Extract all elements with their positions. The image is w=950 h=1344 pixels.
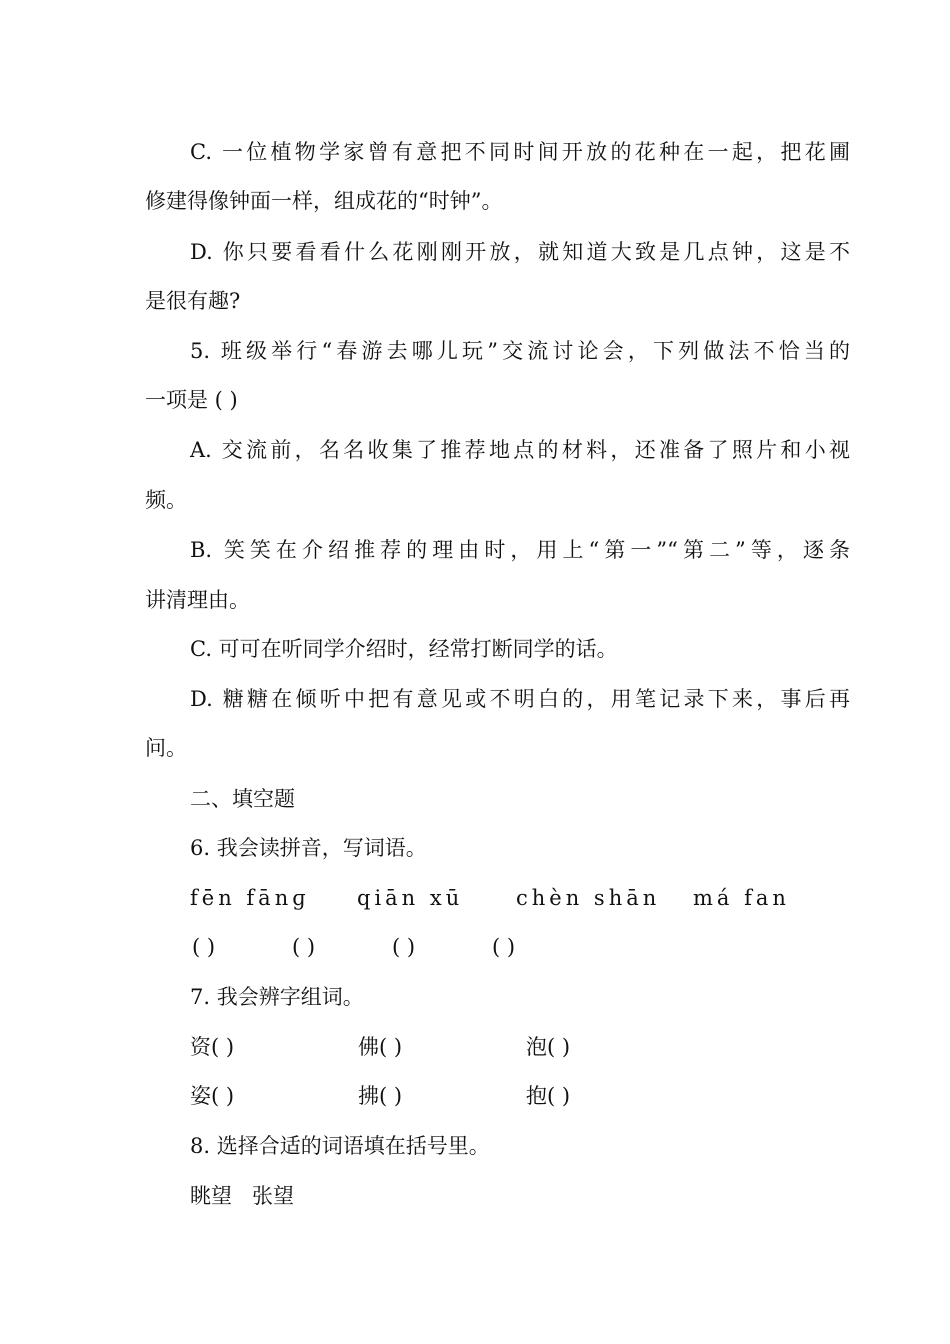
q7-row-1	[0, 1033, 950, 1061]
q7-row-2	[0, 1082, 950, 1110]
answer-blank[interactable]: ( )	[492, 935, 516, 959]
q5-option-d-line1: D. 糖糖在倾听中把有意见或不明白的，用笔记录下来，事后再	[190, 687, 850, 711]
q8-stem: 8. 选择合适的词语填在括号里。	[190, 1134, 490, 1158]
pinyin-fen-fang: fēn fānɡ	[190, 886, 310, 910]
answer-blank[interactable]: ( )	[292, 935, 316, 959]
q6-pinyin-row	[0, 884, 950, 912]
char-blank-zi[interactable]: 资( )	[190, 1035, 235, 1059]
pinyin-chen-shan: chèn shān	[516, 886, 661, 910]
q4-option-c-line1: C. 一位植物学家曾有意把不同时间开放的花种在一起，把花圃	[190, 140, 850, 164]
answer-blank[interactable]: ( )	[392, 935, 416, 959]
q8-word-choices: 眺望 张望	[190, 1184, 295, 1208]
char-blank-zi2[interactable]: 姿( )	[190, 1084, 235, 1108]
pinyin-qian-xu: qiān xū	[357, 886, 464, 910]
q5-option-a-line1: A. 交流前，名名收集了推荐地点的材料，还准备了照片和小视	[190, 438, 850, 462]
q5-option-b-line2: 讲清理由。	[145, 588, 250, 612]
section-title: 二、填空题	[190, 787, 295, 811]
char-blank-pao[interactable]: 泡( )	[526, 1035, 571, 1059]
q4-option-c-line2: 修建得像钟面一样，组成花的“时钟”。	[145, 189, 503, 213]
q6-stem: 6. 我会读拼音，写词语。	[190, 836, 427, 860]
char-blank-bao[interactable]: 抱( )	[526, 1084, 571, 1108]
q4-option-d-line2: 是很有趣?	[145, 289, 241, 313]
q6-blank-row	[0, 933, 950, 961]
q5-option-d-line2: 问。	[145, 736, 187, 760]
q5-option-c: C. 可可在听同学介绍时，经常打断同学的话。	[190, 637, 618, 661]
q5-option-b-line1: B. 笑笑在介绍推荐的理由时，用上“第一”“第二”等，逐条	[190, 538, 850, 562]
q5-stem-line2: 一项是 ( )	[145, 388, 238, 412]
q5-option-a-line2: 频。	[145, 488, 187, 512]
q4-option-d-line1: D. 你只要看看什么花刚刚开放，就知道大致是几点钟，这是不	[190, 240, 850, 264]
char-blank-fo[interactable]: 佛( )	[358, 1035, 403, 1059]
char-blank-fu[interactable]: 拂( )	[358, 1084, 403, 1108]
q5-stem-line1: 5. 班级举行“春游去哪儿玩”交流讨论会，下列做法不恰当的	[190, 339, 850, 363]
q7-stem: 7. 我会辨字组词。	[190, 985, 364, 1009]
pinyin-ma-fan: má fan	[693, 886, 790, 910]
answer-blank[interactable]: ( )	[192, 935, 216, 959]
